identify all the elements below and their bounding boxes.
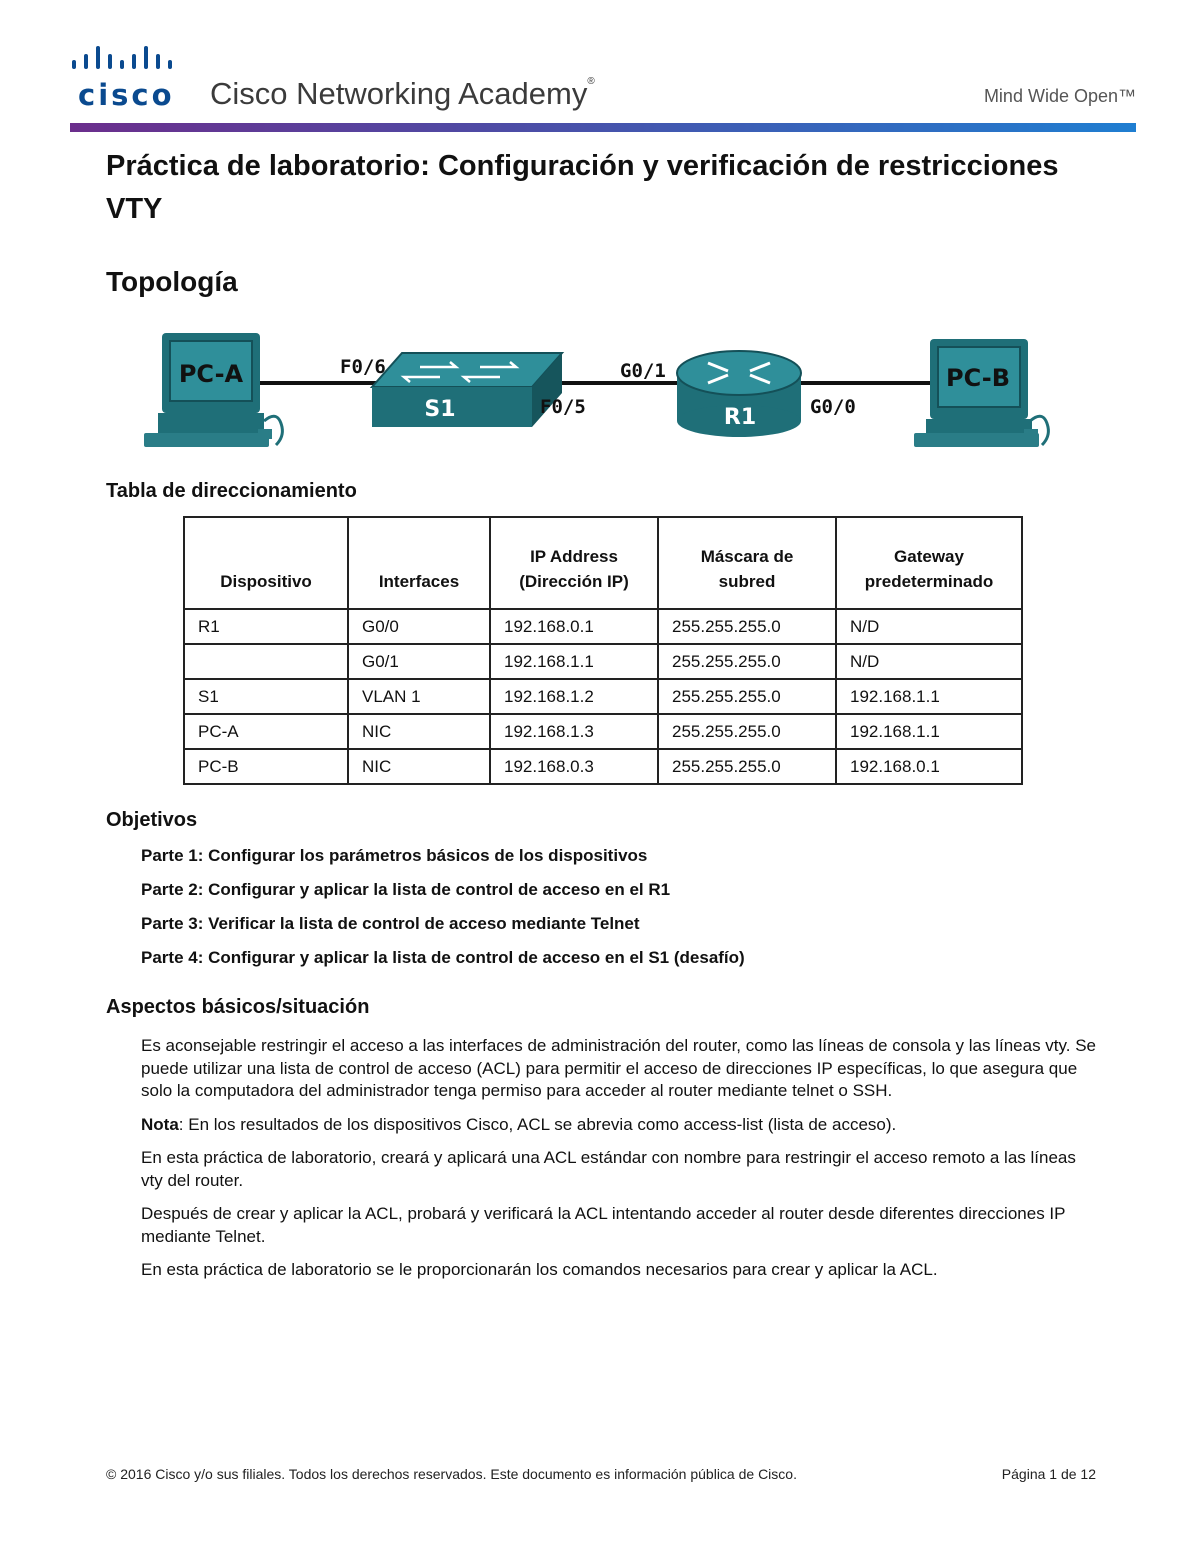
r1-router-device — [677, 351, 801, 437]
background-paragraph: Después de crear y aplicar la ACL, probará y verificará la ACL intentando acceder al router desde diferentes direcciones IP mediante Telnet. — [141, 1204, 1066, 1246]
header-default-gateway: Gateway predeterminado — [836, 517, 1022, 609]
cell-gateway: N/D — [836, 609, 1022, 644]
table-header-row — [184, 517, 1022, 609]
label-g0-0: G0/0 — [810, 396, 856, 418]
header-divider — [70, 123, 1136, 132]
background-paragraph: Es aconsejable restringir el acceso a las interfaces de administración del router, como las líneas de consola y las líneas vty. Se puede utilizar una lista de control de acceso (ACL) para permitir el acceso de direcciones IP específicas, lo que asegura que solo la computadora del administrador tenga permiso para acceder al router mediante telnet o SSH. — [141, 1036, 1097, 1100]
cell-ip: 192.168.0.1 — [490, 609, 658, 644]
cell-mask: 255.255.255.0 — [658, 609, 836, 644]
cell-gateway: 192.168.1.1 — [836, 679, 1022, 714]
s1-switch-device — [372, 353, 562, 427]
background-paragraph: En esta práctica de laboratorio, creará y aplicará una ACL estándar con nombre para restringir el acceso remoto a las líneas vty del router. — [141, 1148, 1076, 1190]
label-f0-6: F0/6 — [340, 356, 386, 378]
objectives-list — [141, 846, 1101, 982]
topology-heading: Topología — [106, 266, 238, 297]
registered-mark: ® — [587, 76, 595, 87]
cell-device — [184, 644, 348, 679]
academy-name: Cisco Networking Academy® — [210, 76, 595, 111]
pc-a-label: PC-A — [178, 360, 244, 388]
note-paragraph — [141, 1114, 1101, 1137]
background-heading: Aspectos básicos/situación — [106, 996, 370, 1018]
cell-ip: 192.168.0.3 — [490, 749, 658, 784]
tagline: Mind Wide Open™ — [983, 86, 1136, 106]
cell-interface: NIC — [348, 749, 490, 784]
header-ip-address: IP Address (Dirección IP) — [490, 517, 658, 609]
cell-ip: 192.168.1.3 — [490, 714, 658, 749]
cell-interface: G0/1 — [348, 644, 490, 679]
objective-item: Parte 1: Configurar los parámetros básicos de los dispositivos — [141, 846, 648, 865]
objective-item: Parte 2: Configurar y aplicar la lista de control de acceso en el R1 — [141, 880, 671, 899]
cisco-logo-text: cisco — [78, 78, 175, 112]
r1-label: R1 — [723, 405, 757, 430]
background-paragraph: En esta práctica de laboratorio se le proporcionarán los comandos necesarios para crear y aplicar la ACL. — [141, 1260, 938, 1279]
addressing-table-heading: Tabla de direccionamiento — [106, 480, 357, 502]
cell-interface: NIC — [348, 714, 490, 749]
cell-gateway: 192.168.0.1 — [836, 749, 1022, 784]
cell-mask: 255.255.255.0 — [658, 679, 836, 714]
cisco-logo-icon — [70, 44, 180, 74]
pc-b-device — [914, 339, 1048, 447]
topology-diagram — [140, 325, 1060, 460]
footer-copyright: © 2016 Cisco y/o sus filiales. Todos los derechos reservados. Este documento es información pública de Cisco. — [106, 1466, 797, 1482]
cell-device: PC-A — [184, 714, 348, 749]
s1-label: S1 — [424, 397, 456, 422]
cell-device: PC-B — [184, 749, 348, 784]
cell-gateway: 192.168.1.1 — [836, 714, 1022, 749]
page-footer — [106, 1466, 1096, 1482]
table-row — [184, 714, 1022, 749]
objective-item: Parte 3: Verificar la lista de control de acceso mediante Telnet — [141, 914, 640, 933]
cell-interface: G0/0 — [348, 609, 490, 644]
cell-gateway: N/D — [836, 644, 1022, 679]
pc-a-device — [144, 333, 282, 447]
note-text: : En los resultados de los dispositivos Cisco, ACL se abrevia como access-list (lista de acceso). — [178, 1114, 897, 1134]
note-label: Nota — [141, 1114, 179, 1134]
header-interfaces: Interfaces — [348, 517, 490, 609]
label-g0-1: G0/1 — [620, 360, 666, 382]
label-f0-5: F0/5 — [540, 396, 586, 418]
header-subnet-mask: Máscara de subred — [658, 517, 836, 609]
objective-item: Parte 4: Configurar y aplicar la lista de control de acceso en el S1 (desafío) — [141, 948, 745, 967]
table-row — [184, 609, 1022, 644]
cell-mask: 255.255.255.0 — [658, 714, 836, 749]
table-row — [184, 679, 1022, 714]
cell-mask: 255.255.255.0 — [658, 644, 836, 679]
cell-device: R1 — [184, 609, 348, 644]
table-row — [184, 749, 1022, 784]
page-header — [70, 40, 1136, 136]
table-row — [184, 644, 1022, 679]
objectives-heading: Objetivos — [106, 809, 198, 831]
cell-ip: 192.168.1.2 — [490, 679, 658, 714]
cell-mask: 255.255.255.0 — [658, 749, 836, 784]
page-number: Página 1 de 12 — [1001, 1466, 1096, 1482]
cell-ip: 192.168.1.1 — [490, 644, 658, 679]
pc-b-label: PC-B — [945, 364, 1011, 392]
addressing-table — [183, 516, 1023, 785]
cell-device: S1 — [184, 679, 348, 714]
page-title: Práctica de laboratorio: Configuración y verificación de restricciones VTY — [106, 150, 1059, 225]
header-device: Dispositivo — [184, 517, 348, 609]
background-body — [141, 1035, 1101, 1293]
cell-interface: VLAN 1 — [348, 679, 490, 714]
